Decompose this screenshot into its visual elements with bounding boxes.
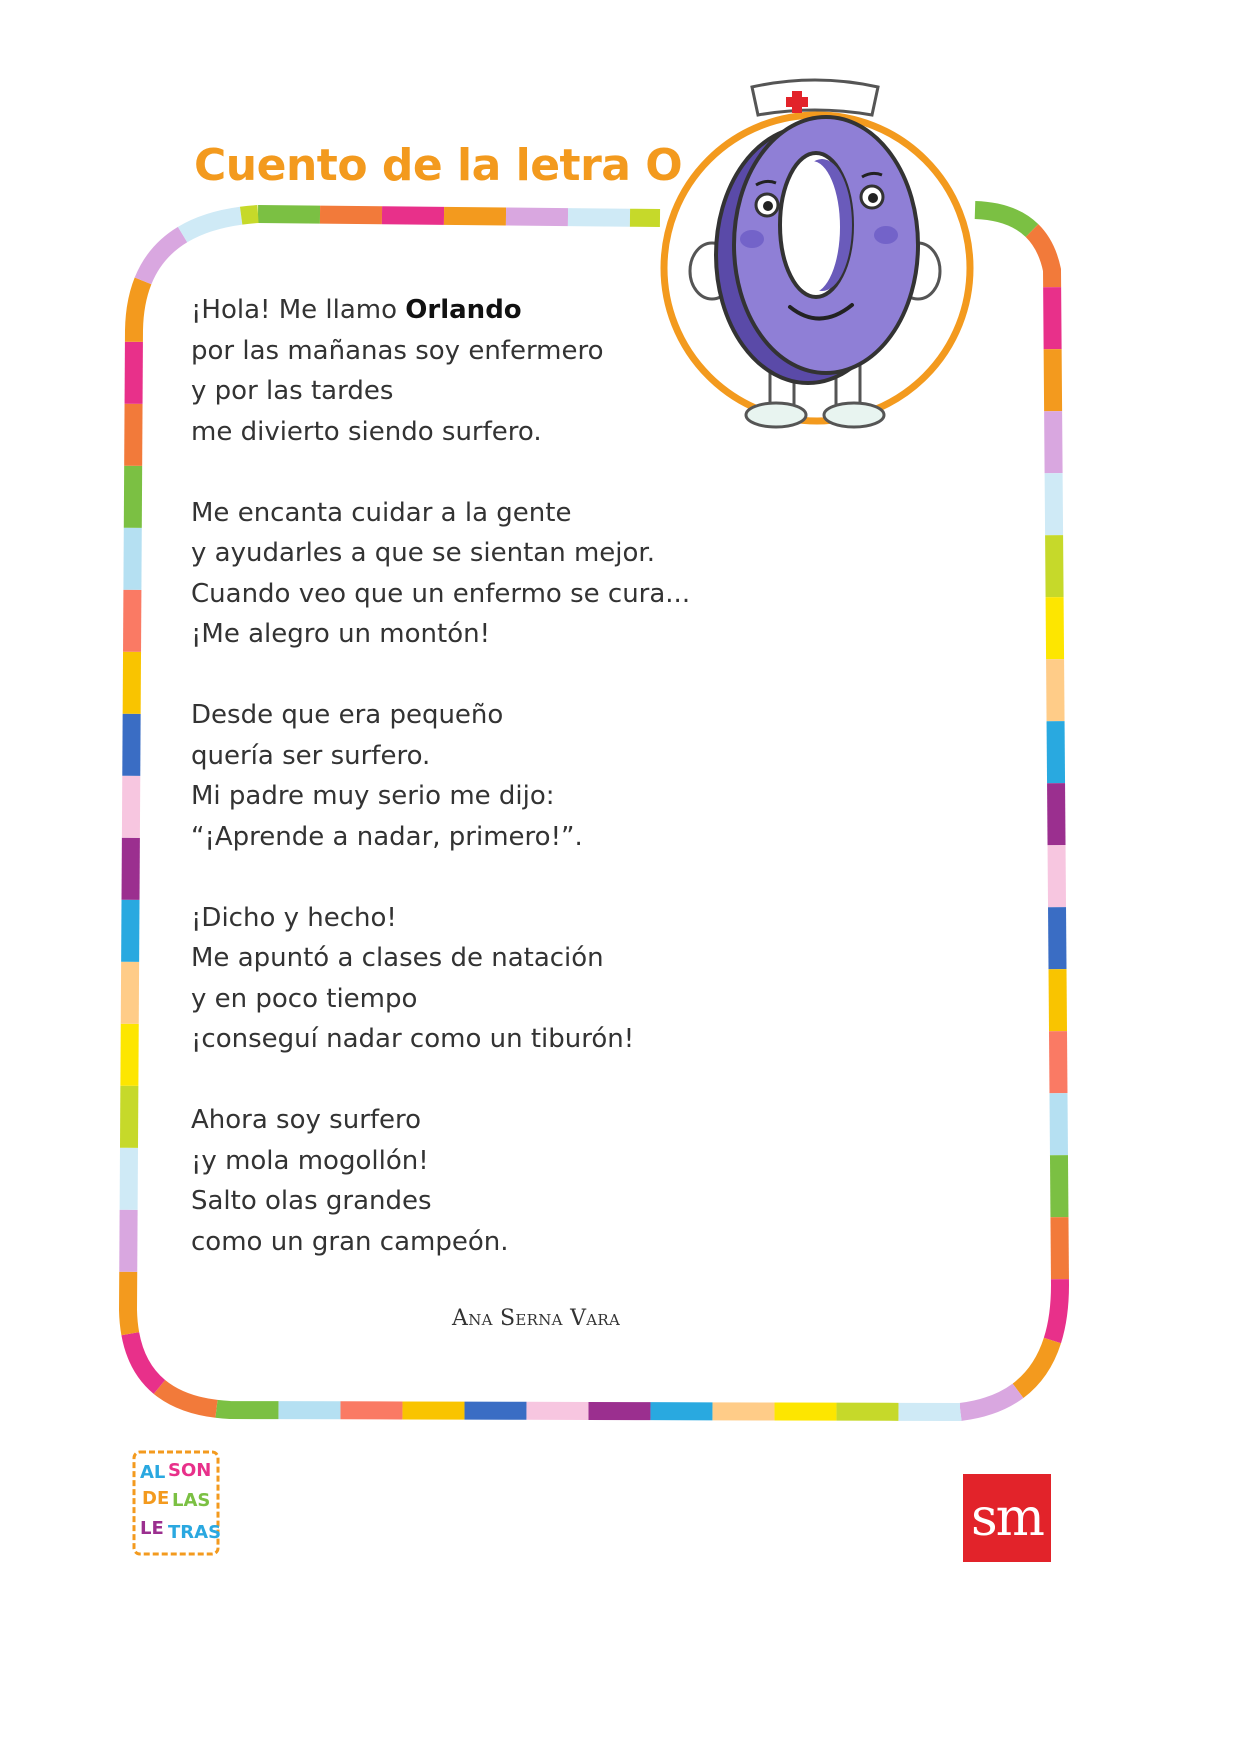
svg-text:LE: LE <box>140 1518 164 1539</box>
poem-line: quería ser surfero. <box>191 740 431 771</box>
poem-line: como un gran campeón. <box>191 1226 509 1257</box>
poem-line: ¡Me alegro un montón! <box>191 619 490 649</box>
poem-line: y ayudarles a que se sientan mejor. <box>191 538 655 568</box>
poem-line: me divierto siendo surfero. <box>191 416 542 447</box>
page-title: Cuento de la letra O <box>194 140 683 191</box>
poem-line: “¡Aprende a nadar, primero!”. <box>191 821 583 852</box>
poem-line: Me apuntó a clases de natación <box>191 943 604 973</box>
poem-line: por las mañanas soy enfermero <box>191 335 604 366</box>
series-logo-icon <box>130 1448 222 1558</box>
stanza <box>191 290 751 452</box>
stanza <box>191 493 751 655</box>
svg-text:TRAS: TRAS <box>168 1522 222 1543</box>
svg-text:LAS: LAS <box>172 1490 211 1511</box>
publisher-logo-text: sm <box>971 1488 1043 1548</box>
poem-line: ¡Hola! Me llamo Orlando <box>191 295 522 325</box>
character-name: Orlando <box>405 295 522 325</box>
poem-line: Desde que era pequeño <box>191 700 504 730</box>
stanza <box>191 695 751 857</box>
stanza <box>191 898 751 1060</box>
poem-line: y por las tardes <box>191 376 394 406</box>
poem-line: Cuando veo que un enfermo se cura... <box>191 578 691 609</box>
publisher-logo <box>963 1474 1051 1562</box>
poem-line: Salto olas grandes <box>191 1186 432 1216</box>
svg-text:SON: SON <box>168 1460 212 1481</box>
poem-line: ¡Dicho y hecho! <box>191 902 397 933</box>
svg-text:DE: DE <box>142 1488 170 1509</box>
poem <box>191 290 751 1303</box>
poem-line: Mi padre muy serio me dijo: <box>191 781 555 811</box>
svg-text:AL: AL <box>140 1462 166 1483</box>
poem-line: y en poco tiempo <box>191 983 418 1014</box>
poem-line: ¡y mola mogollón! <box>191 1145 429 1176</box>
poem-line: ¡conseguí nadar como un tiburón! <box>191 1024 635 1054</box>
poem-line: Ahora soy surfero <box>191 1105 422 1135</box>
stanza <box>191 1100 751 1262</box>
author-credit: Ana Serna Vara <box>452 1306 621 1331</box>
poem-line: Me encanta cuidar a la gente <box>191 497 572 528</box>
